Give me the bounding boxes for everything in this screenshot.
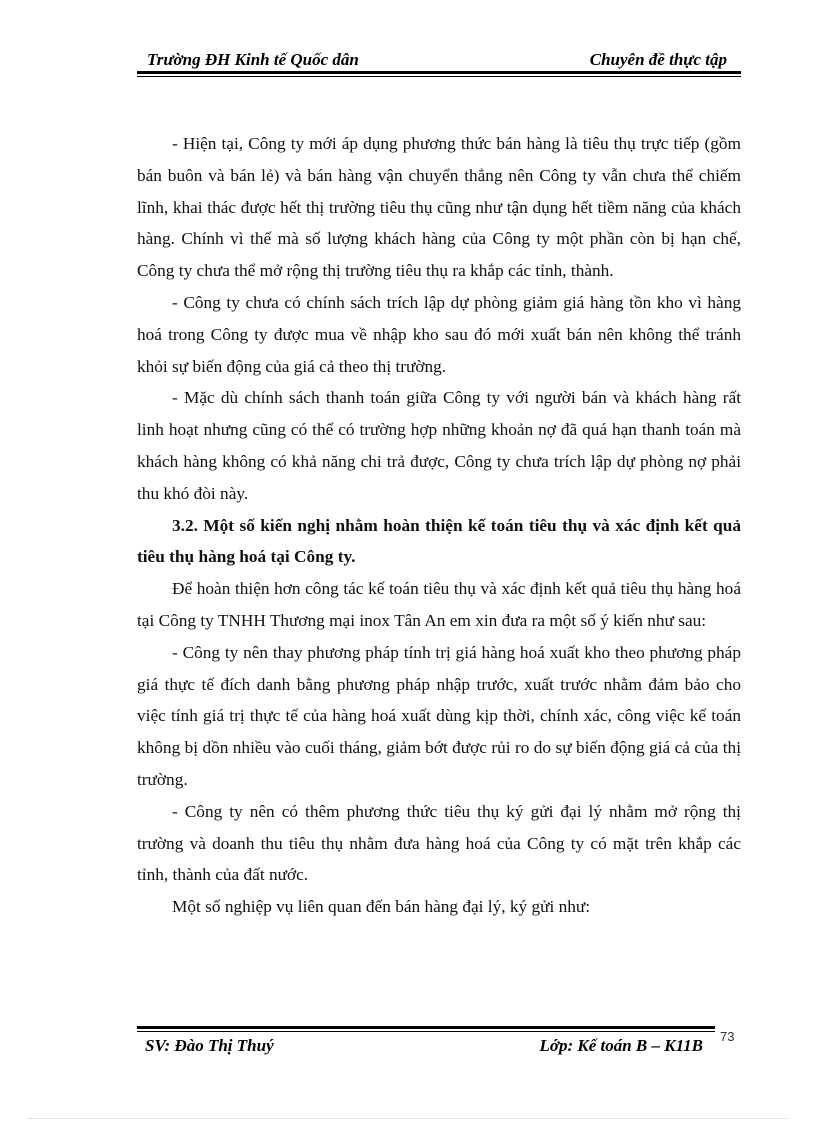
footer-student: SV: Đào Thị Thuý (145, 1036, 274, 1055)
paragraph: Một số nghiệp vụ liên quan đến bán hàng đại lý, ký gửi như: (172, 897, 591, 917)
paragraph: Để hoàn thiện hơn công tác kế toán tiêu thụ và xác định kết quả tiêu thụ hàng hoá tại Công ty TNHH Thương mại inox Tân An em xin đưa ra một số ý kiến như sau: (137, 579, 741, 630)
paragraph: - Công ty nên có thêm phương thức tiêu thụ ký gửi đại lý nhằm mở rộng thị trường và doanh thu tiêu thụ nhằm đưa hàng hoá của Công ty có mặt trên khắp các tỉnh, thành của đất nước. (137, 801, 741, 885)
paragraph: - Mặc dù chính sách thanh toán giữa Công ty với người bán và khách hàng rất linh hoạt nhưng cũng có thể có trường hợp những khoản nợ đã quá hạn thanh toán mà khách hàng không có khả năng chi trả được, Công ty chưa trích lập dự phòng nợ phải thu khó đòi này. (137, 388, 741, 503)
page-footer (137, 1036, 715, 1060)
footer-rule (137, 1026, 715, 1029)
header-university: Trường ĐH Kinh tế Quốc dân (147, 50, 359, 69)
header-rule-thin (137, 76, 741, 77)
page-body (137, 128, 741, 923)
header-title: Chuyên đề thực tập (589, 50, 727, 69)
page-number: 73 (720, 1029, 735, 1044)
page-edge-divider (28, 1118, 788, 1119)
paragraph: - Công ty nên thay phương pháp tính trị giá hàng hoá xuất kho theo phương pháp giá thực tế đích danh bằng phương pháp nhập trước, xuất trước nhằm đảm bảo cho việc tính giá trị thực tế của hàng hoá xuất dùng kịp thời, chính xác, công việc kế toán không bị dồn nhiều vào cuối tháng, giảm bớt được rủi ro do sự biến động giá cả của thị trường. (137, 642, 741, 789)
section-heading: 3.2. Một số kiến nghị nhằm hoàn thiện kế toán tiêu thụ và xác định kết quả tiêu thụ hàng hoá tại Công ty. (137, 515, 741, 567)
footer-rule-thin (137, 1031, 715, 1032)
page-header (137, 50, 741, 72)
header-rule (137, 71, 741, 74)
footer-class: Lớp: Kế toán B – K11B (539, 1036, 703, 1055)
paragraph: - Công ty chưa có chính sách trích lập dự phòng giảm giá hàng tồn kho vì hàng hoá trong Công ty được mua về nhập kho sau đó mới xuất bán nên không thể tránh khỏi sự biến động của giá cả theo thị trường. (137, 292, 741, 376)
paragraph: - Hiện tại, Công ty mới áp dụng phương thức bán hàng là tiêu thụ trực tiếp (gồm bán buôn và bán lẻ) và bán hàng vận chuyển thẳng nên Công ty vẫn chưa thể chiếm lĩnh, khai thác được hết thị trường tiêu thụ cũng như tận dụng hết tiềm năng của khách hàng. Chính vì thế mà số lượng khách hàng của Công ty một phần còn bị hạn chế, Công ty chưa thể mở rộng thị trường tiêu thụ ra khắp các tỉnh, thành. (137, 134, 741, 281)
